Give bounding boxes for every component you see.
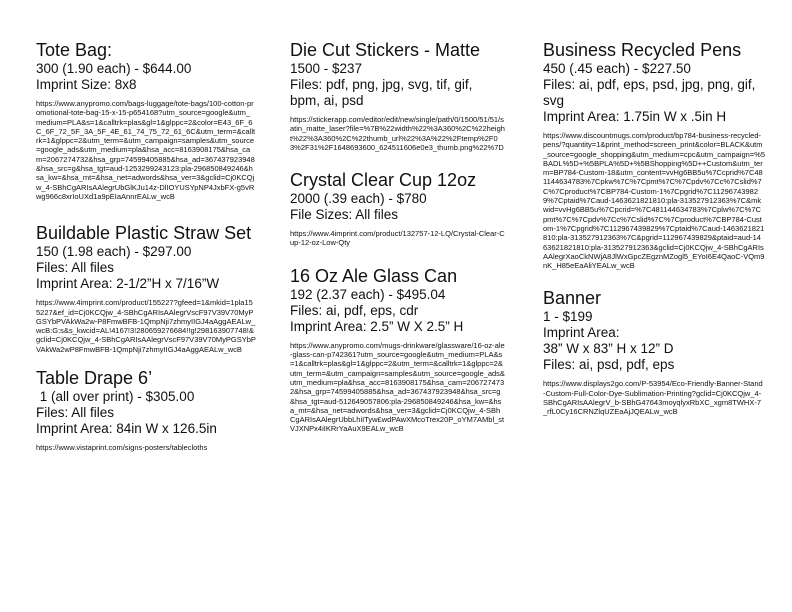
item-imprint-label: Imprint Area:: [543, 325, 620, 341]
item-imprint: Imprint Area: 2.5” W X 2.5” H: [290, 318, 464, 334]
column-3: [543, 40, 765, 417]
item-title: Table Drape 6’: [36, 368, 153, 389]
item-url-link[interactable]: https://www.discountmugs.com/product/bp784-business-recycled-pens/?quantity=1&print_method=screen_print&color=BLACK&utm_source=google_shopping&utm_medium=cpc&utm_campaign=%5BADL%5D+%5BPLA%5D+%5BShopping%5D++Custom&utm_term=BP784-Custom-18&utm_content=vvHg6BB5u%7Ccprid%7C481144634783%7Cpkw%7C%7Cpmt%7C%7Cpdv%7Cc%7Cslid%7C%7Cproduct%7CBP784-Custom-1%7Cpgrid%7C112967439829%7Cptaid%7Caud-1463621821810:pla-313527912363%7C&mkwid=vvHg6BB5u%7Cpcrid=%7C481144634783%7Cplw%7C%7Cpmt%7C%7Cpdv%7Cc%7Cslid%7C%7Cproduct%7CBP784-Custom-1%7Cpgrid%7C112967439829%7Cptaid%7Caud-1463621821810:pla-313527912363%7C&pgrid=112967439829&ptaid=aud-1463621821810:pla-313527912363&gclid=Cj0KCQjw_4-SBhCgARIsAAlegrXaoCkNWjA8JlWxGpcZEgznMZogl5_EYoI6E4QaoC-VQm9nK_H85eEaAliYEALw_wcB: [543, 131, 766, 271]
item-files: Files: ai, psd, pdf, eps: [543, 357, 675, 373]
item-url-link[interactable]: https://www.4imprint.com/product/155227?gfeed=1&mkid=1pla155227&ef_id=Cj0KCQjw_4-SBhCgARIsAAlegrVscF97V39V70MyPGSYbPVAkWa2w-P8FmwBFB-1QmpNji7zhmyIIGJ4aAggAEALw_wcB:G:s&s_kwcid=AL!4167!3!280659276684!!g!298163907748!&gclid=Cj0KCQjw_4-SBhCgARIsAAlegrVscF97V39V70MyPGSYbPVAkWa2wP8FmwBFB-1QmpNji7zhmyIIGJ4aAggAEALw_wcB: [36, 298, 256, 354]
item-imprint: Imprint Area: 2-1/2”H x 7/16”W: [36, 276, 220, 292]
item-url-link[interactable]: https://www.4imprint.com/product/132757-12-LQ/Crystal-Clear-Cup-12-oz-Low-Qty: [290, 229, 505, 248]
item-imprint: Imprint Area: 84in W x 126.5in: [36, 421, 217, 437]
item-price: 192 (2.37 each) - $495.04: [290, 286, 446, 302]
column-1: [36, 40, 256, 452]
item-title: Banner: [543, 288, 602, 309]
item-imprint: Imprint Area: 1.75in W x .5in H: [543, 109, 727, 124]
item-straw-set: [36, 223, 256, 354]
item-files: Files: pdf, png, jpg, svg, tif, gif, bpm, ai, psd: [290, 77, 473, 108]
item-price: 1 - $199: [543, 309, 593, 325]
item-price: 1500 - $237: [290, 61, 363, 76]
item-title: Tote Bag:: [36, 40, 113, 60]
item-price: 450 (.45 each) - $227.50: [543, 61, 691, 76]
item-imprint: Imprint Size: 8x8: [36, 77, 137, 92]
item-price: 150 (1.98 each) - $297.00: [36, 244, 192, 260]
item-files: Files: ai, pdf, eps, cdr: [290, 302, 419, 318]
item-url-link[interactable]: https://www.anypromo.com/bags-luggage/tote-bags/100-cotton-promotional-tote-bag-15-x-15-p654168?utm_source=google&utm_medium=PLA&s=1&calltrk=plas&gl=1&glppc=2&color=E43_6F_6C_6F_72_5F_3A_5F_4E_61_74_75_72_61_6C&utm_term=&calltrk=1&glppc=2&utm_term=&utm_campaign=samples&utm_source=google_ads&utm_medium=pla&hsa_acc=8163908175&hsa_cam=2067274732&hsa_grp=74599405885&hsa_ad=367437923948&hsa_src=g&hsa_tgt=aud-1253299243123:pla-296850849246&hsa_kw=&hsa_mt=&hsa_net=adwords&hsa_ver=3&gclid=Cj0KCQjw_4-SBhCgARIsAAlegrUbGlKJu14z-DlIOYUSYpNP4JxbFX-g5vRwg966c8xrIoUXd1a9pEIaAnnrEALw_wcB: [36, 99, 256, 201]
item-table-drape: [36, 368, 256, 452]
item-title: Crystal Clear Cup 12oz: [290, 170, 477, 191]
item-ale-glass-can: [290, 266, 505, 434]
item-url-link[interactable]: https://www.anypromo.com/mugs-drinkware/glassware/16-oz-ale-glass-can-p742361?utm_source=google&utm_medium=PLA&s=1&calltrk=plas&gl=1&glppc=2&utm_term=&calltrk=1&glppc=2&utm_term=&utm_campaign=samples&utm_source=google_ads&utm_medium=pla&hsa_acc=8163908175&hsa_cam=2067274732&hsa_grp=74599405885&hsa_ad=367437923948&hsa_src=g&hsa_tgt=aud-512649057806:pla-296850849246&hsa_kw=&hsa_mt=&hsa_net=adwords&hsa_ver=3&gclid=Cj0KCQjw_4-SBhCgARIsAAlegrUbbLhiITyw£wdPAwXMcoTrex20P_oYM7AMbl_stVJXNPx4iIKRrYaAuX9EALw_wcB: [290, 340, 505, 434]
item-die-cut-stickers: [290, 40, 505, 152]
item-price: 1 (all over print) - $305.00: [36, 389, 195, 405]
item-files: Files: All files: [36, 405, 115, 421]
item-title: Business Recycled Pens: [543, 40, 742, 60]
item-imprint-dimensions: 38” W x 83” H x 12” D: [543, 341, 674, 357]
item-title: Die Cut Stickers - Matte: [290, 40, 481, 60]
item-files: Files: ai, pdf, eps, psd, jpg, png, gif, svg: [543, 77, 756, 108]
item-url-link[interactable]: https://www.displays2go.com/P-53954/Eco-Friendly-Banner-Stand-Custom-Full-Color-Dye-Sublimation-Printing?gclid=Cj0KCQjw_4-SBhCgARIsAAlegrV_b-SBhG47643moyqlyxRbXC_xgm8TWHX-7_rfL0Cy16CRNZlqUZEaAjJQEALw_wcB: [543, 379, 763, 417]
item-url-link[interactable]: https://www.vistaprint.com/signs-posters/tablecloths: [36, 443, 208, 453]
item-files: File Sizes: All files: [290, 207, 399, 223]
item-title: 16 Oz Ale Glass Can: [290, 265, 458, 286]
item-title: Buildable Plastic Straw Set: [36, 223, 252, 244]
item-recycled-pens: [543, 40, 765, 270]
item-banner: [543, 288, 765, 416]
item-price: 300 (1.90 each) - $644.00: [36, 61, 192, 76]
item-tote-bag: [36, 40, 256, 201]
item-crystal-clear-cup: [290, 170, 505, 248]
column-2: [290, 40, 505, 434]
item-price: 2000 (.39 each) - $780: [290, 191, 427, 207]
item-url-link[interactable]: https://stickerapp.com/editor/edit/new/single/path/0/1500/51/51/satin_matte_laser?file=%7B%22width%22%3A360%2C%22height%22%3A360%2C%22thumb_url%22%3A%22%2Ftemp%2F03%2F31%2F1648693600_624511606e0e3_thumb.png%22%7D: [290, 115, 505, 152]
item-files: Files: All files: [36, 260, 115, 276]
